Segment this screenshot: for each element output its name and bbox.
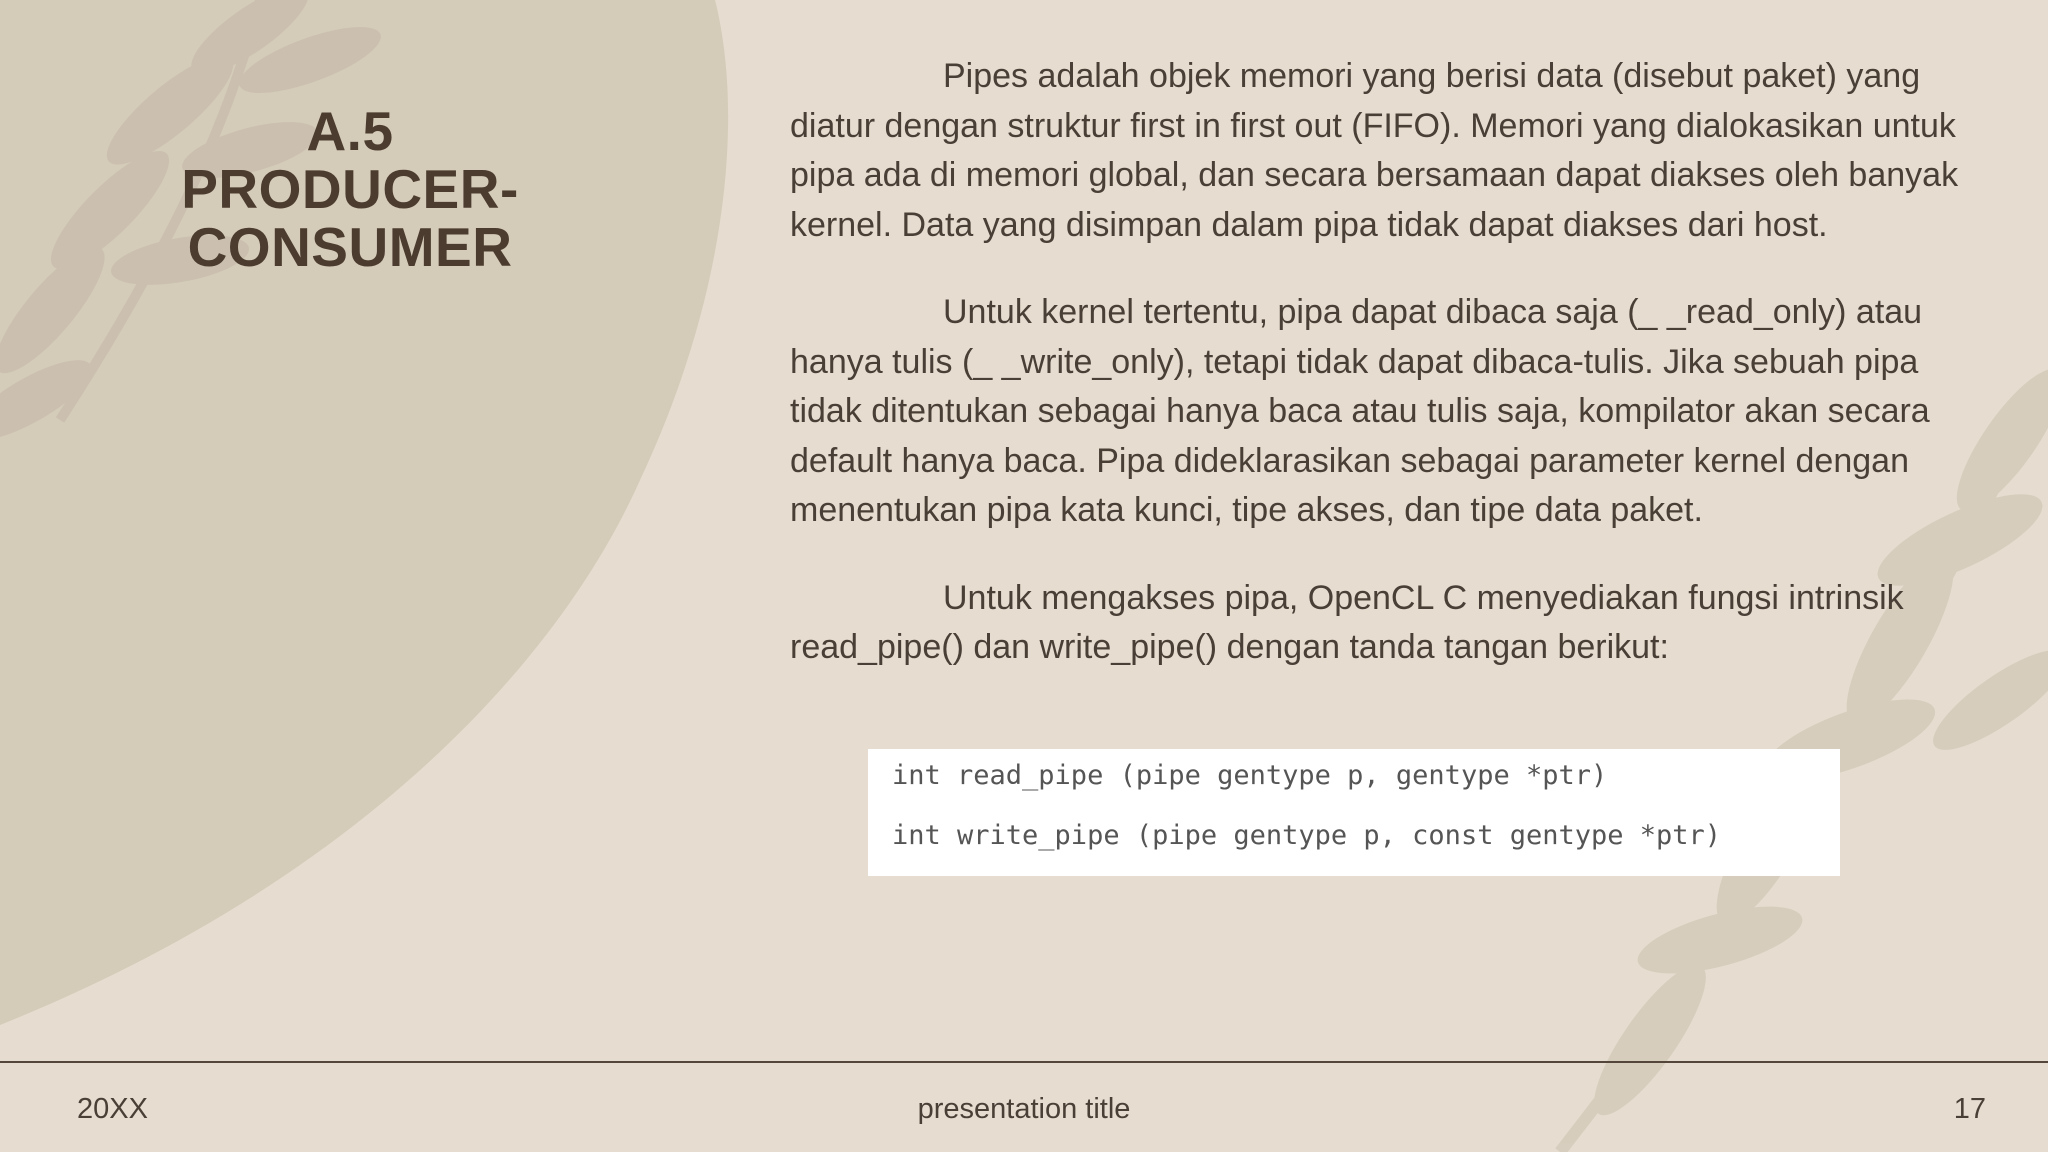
footer-presentation-title: presentation title — [917, 1093, 1131, 1125]
paragraph-3: Untuk mengakses pipa, OpenCL C menyediakan fungsi intrinsik read_pipe() dan write_pipe() dengan tanda tangan berikut: — [790, 578, 1904, 666]
paragraph-1: Pipes adalah objek memori yang berisi data (disebut paket) yang diatur dengan struktur first in first out (FIFO). Memori yang dialokasikan untuk pipa ada di memori global, dan secara bersamaan dapat diakses oleh banyak kernel. Data yang disimpan dalam pipa tidak dapat diakses dari host. — [790, 57, 1959, 244]
code-snippet-image — [868, 749, 1840, 876]
paragraph-2: Untuk kernel tertentu, pipa dapat dibaca saja (_ _read_only) atau hanya tulis (_ _write_only), tetapi tidak dapat dibaca-tulis. Jika sebuah pipa tidak ditentukan sebagai hanya baca atau tulis saja, kompilator akan secara default hanya baca. Pipa dideklarasikan sebagai parameter kernel dengan menentukan pipa kata kunci, tipe akses, dan tipe data paket. — [790, 293, 1930, 529]
code-line-write-pipe: int write_pipe (pipe gentype p, const gentype *ptr) — [892, 820, 1722, 851]
code-line-read-pipe: int read_pipe (pipe gentype p, gentype *ptr) — [892, 760, 1608, 791]
footer-date: 20XX — [77, 1093, 148, 1125]
body-text — [790, 52, 1970, 711]
title-line-2: PRODUCER-CONSUMER — [181, 158, 519, 278]
footer-page-number: 17 — [1953, 1093, 1986, 1125]
title-line-1: A.5 — [306, 100, 394, 162]
slide-title — [20, 102, 680, 276]
footer-divider — [0, 1061, 2048, 1063]
